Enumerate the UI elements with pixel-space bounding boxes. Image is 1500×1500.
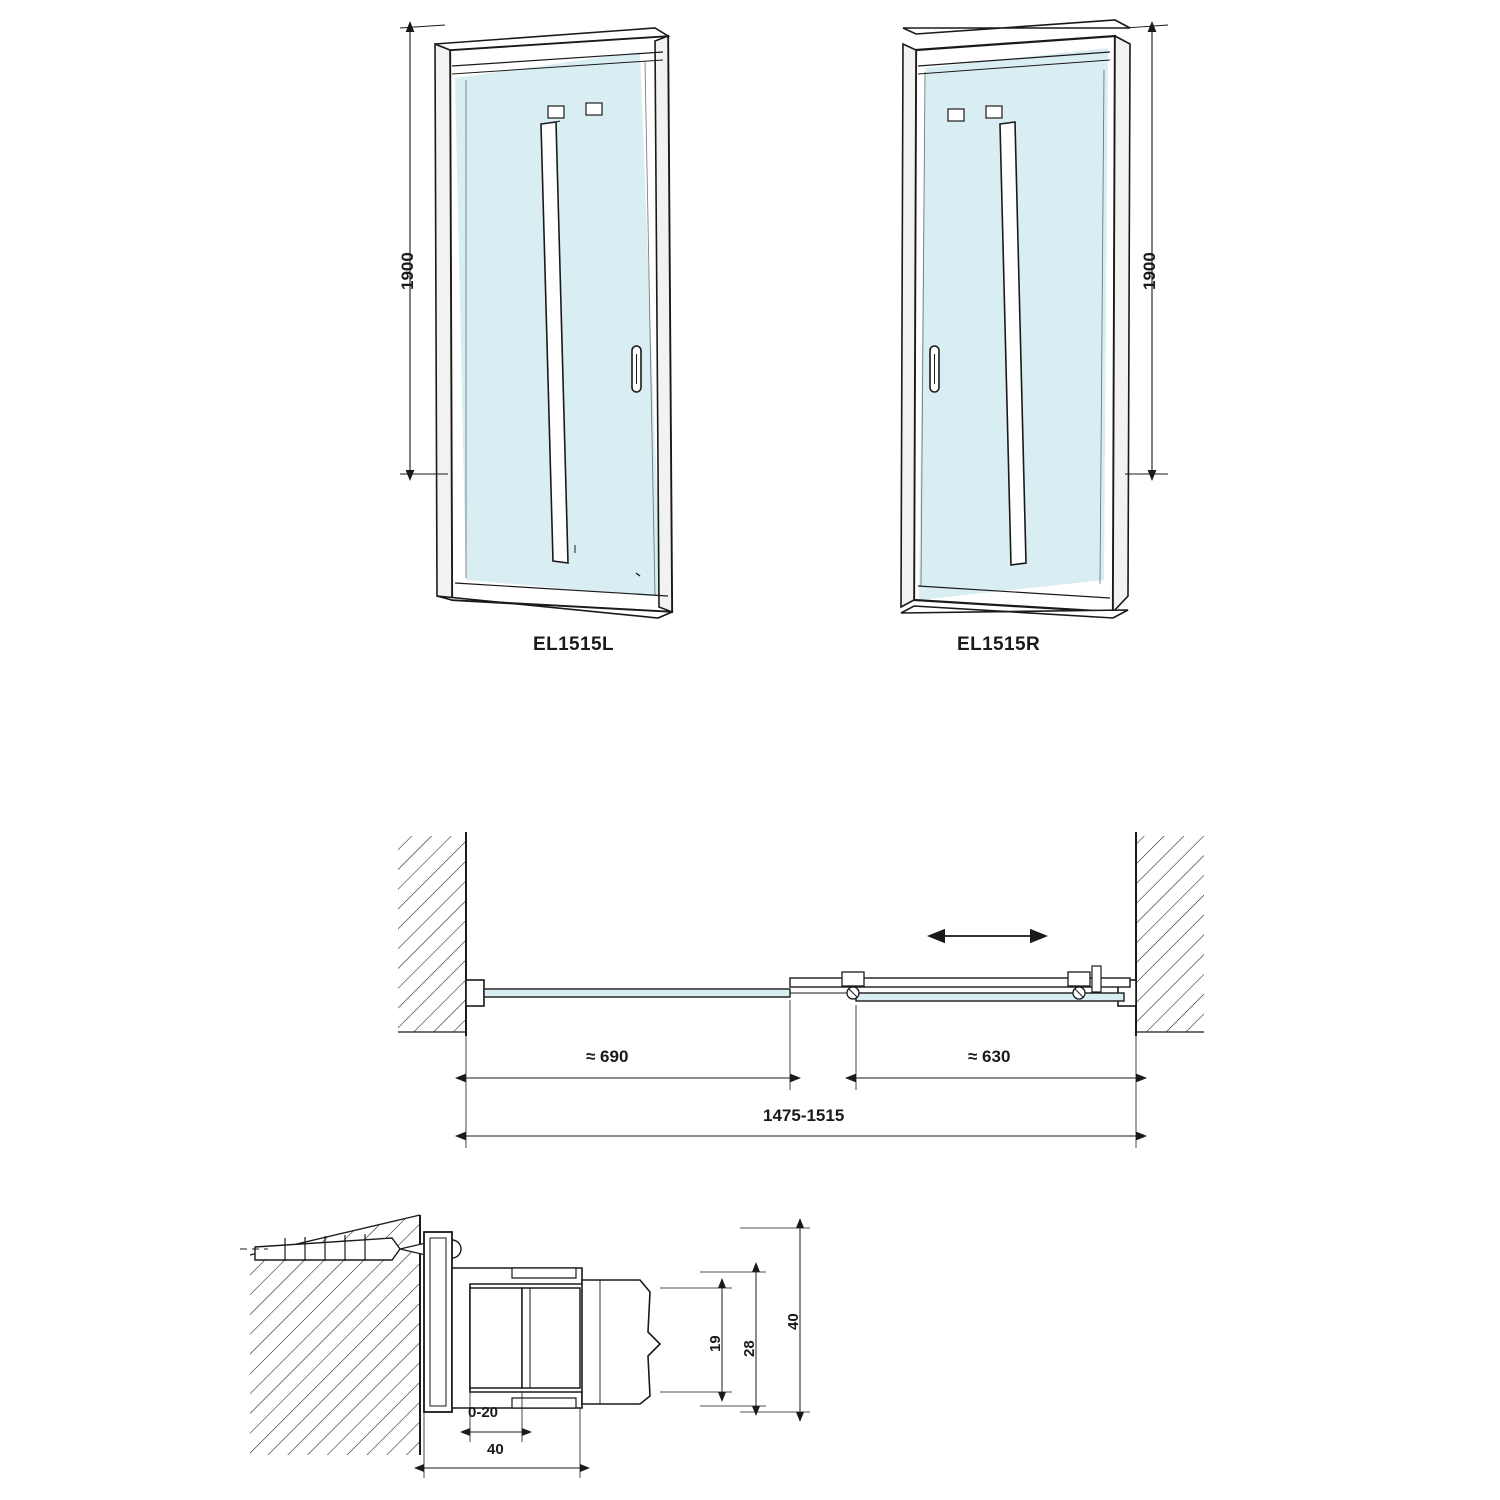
- dimension-label-height-right: 1900: [1140, 252, 1159, 290]
- dimension-label-sliding-panel: ≈ 630: [968, 1047, 1011, 1066]
- dimension-fixed-panel: [466, 1000, 790, 1090]
- door-handle-left-view: [632, 346, 641, 392]
- dimension-label-40-vertical: 40: [785, 1313, 802, 1330]
- elevation-view-right: [901, 20, 1168, 618]
- dimension-label-40-horizontal: 40: [487, 1441, 504, 1458]
- dimension-label-28: 28: [741, 1340, 758, 1357]
- dimension-label-0-20: 0-20: [468, 1404, 499, 1421]
- detail-section-view: [240, 1215, 810, 1478]
- dimension-label-fixed-panel: ≈ 690: [586, 1047, 629, 1066]
- elevation-view-left: [400, 25, 672, 618]
- plan-view: [398, 832, 1204, 1148]
- dimension-label-height-left: 1900: [398, 252, 417, 290]
- dimension-label-overall-width: 1475-1515: [763, 1106, 845, 1125]
- dimension-label-19: 19: [707, 1335, 724, 1352]
- model-label-left: EL1515L: [533, 634, 614, 655]
- door-handle-right-view: [930, 346, 939, 392]
- model-label-right: EL1515R: [957, 634, 1041, 655]
- dimension-height-right: [1125, 25, 1168, 474]
